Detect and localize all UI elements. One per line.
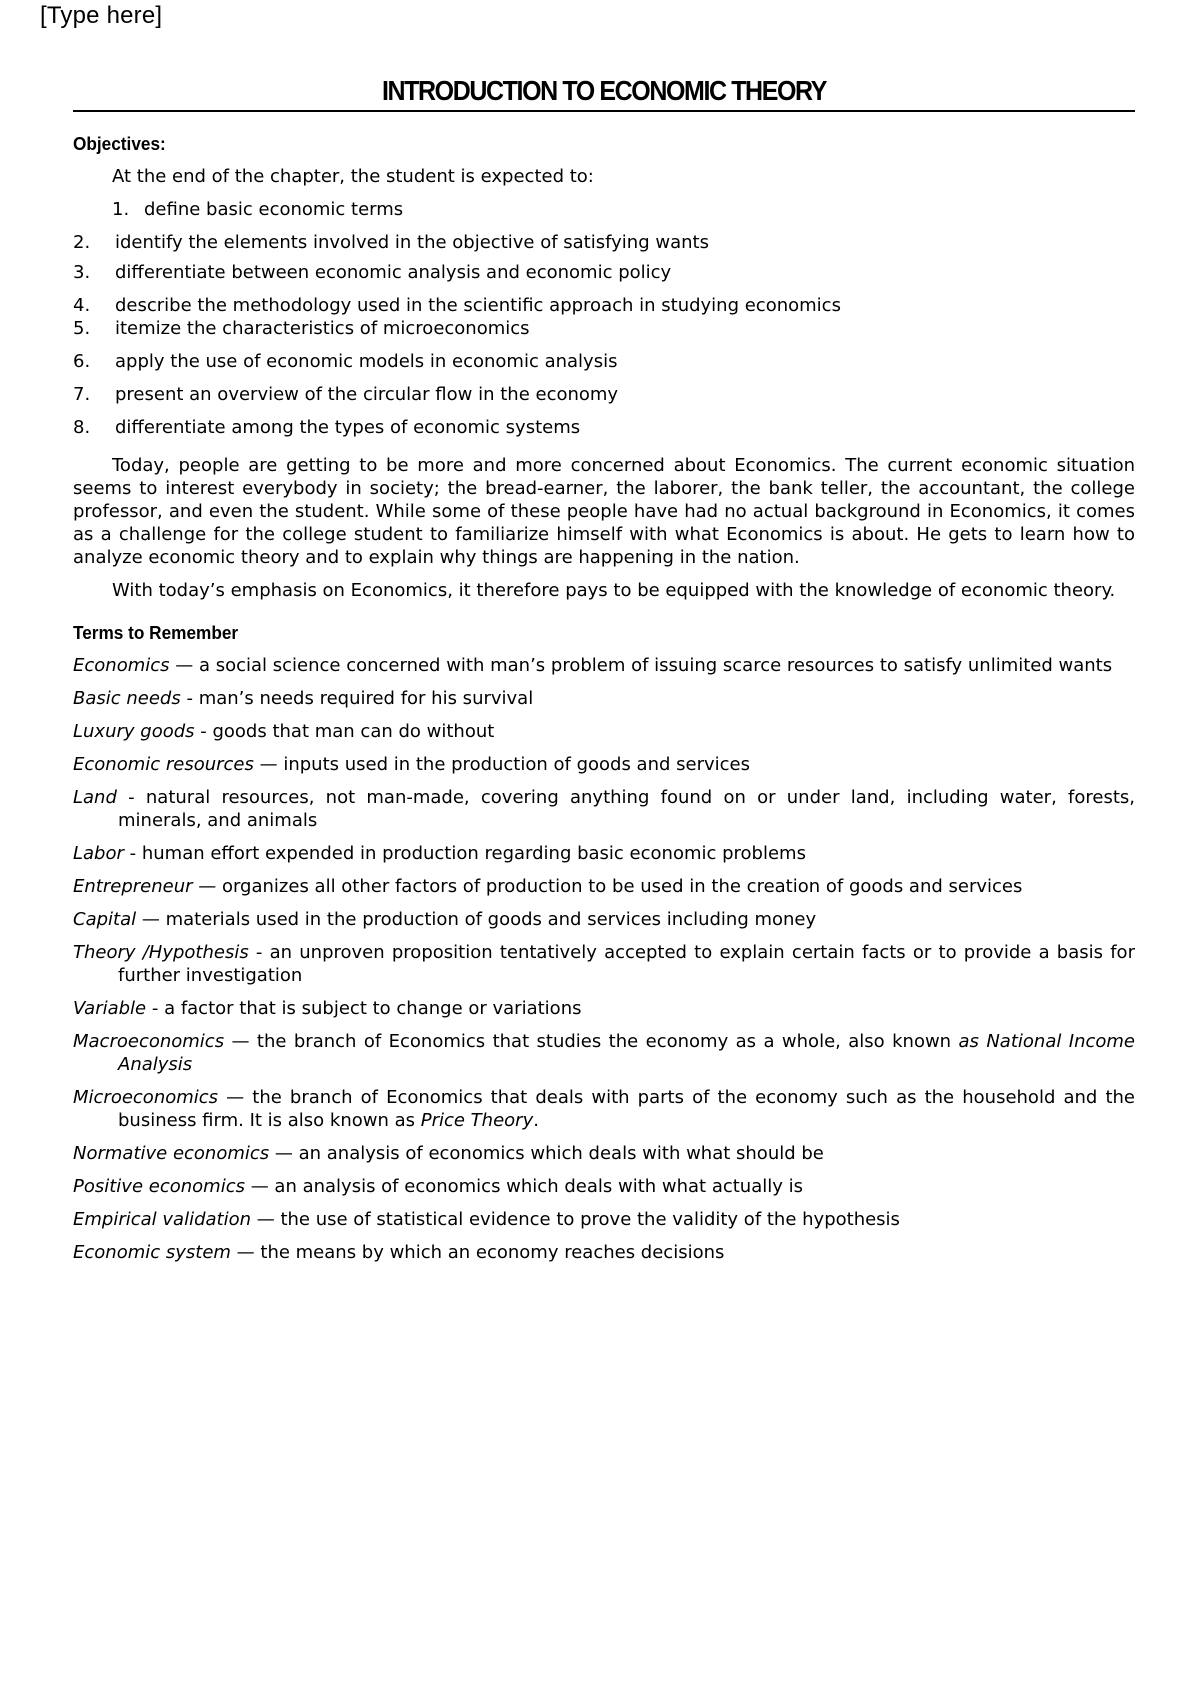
term-entry xyxy=(73,720,1135,743)
list-text: differentiate among the types of economic systems xyxy=(115,417,581,438)
term-entry xyxy=(73,1142,1135,1165)
list-text: define basic economic terms xyxy=(144,199,404,220)
list-number: 3. xyxy=(73,262,91,283)
term-definition: - man’s needs required for his survival xyxy=(180,688,534,709)
term-name: Land xyxy=(73,787,117,808)
term-name: Macroeconomics xyxy=(73,1031,225,1052)
term-name: Basic needs xyxy=(73,688,181,709)
term-italic-tail: as National Income Analysis xyxy=(118,1031,1135,1075)
term-definition: — organizes all other factors of production to be used in the creation of goods and services xyxy=(192,876,1023,897)
term-name: Empirical validation xyxy=(73,1209,252,1230)
term-entry xyxy=(73,842,1135,865)
list-item xyxy=(73,317,1135,340)
term-italic-tail: Price Theory xyxy=(420,1110,534,1131)
term-entry xyxy=(73,687,1135,710)
term-entry xyxy=(73,753,1135,776)
list-item xyxy=(73,261,1135,284)
term-name: Luxury goods xyxy=(73,721,195,742)
term-definition: — materials used in the production of goods and services including money xyxy=(136,909,817,930)
terms-heading: Terms to Remember xyxy=(73,622,239,643)
list-number: 5. xyxy=(73,318,91,339)
term-entry xyxy=(73,941,1135,987)
term-name: Labor xyxy=(73,843,124,864)
term-definition: — a social science concerned with man’s problem of issuing scarce resources to satisfy unlimited wants xyxy=(169,655,1113,676)
list-number: 8. xyxy=(73,417,91,438)
list-number: 4. xyxy=(73,295,91,316)
list-item xyxy=(73,383,1135,406)
list-item xyxy=(73,231,1135,254)
term-definition: - a factor that is subject to change or variations xyxy=(146,998,582,1019)
terms-list xyxy=(73,654,1135,1264)
term-entry xyxy=(73,875,1135,898)
term-definition: - human effort expended in production regarding basic economic problems xyxy=(123,843,806,864)
title-rule xyxy=(73,76,1135,112)
objectives-heading: Objectives: xyxy=(73,133,166,154)
term-name: Positive economics xyxy=(73,1176,245,1197)
list-number: 1. xyxy=(112,199,130,220)
term-entry xyxy=(73,1241,1135,1264)
list-text: describe the methodology used in the scientific approach in studying economics xyxy=(115,295,841,316)
document-body xyxy=(73,132,1135,1264)
term-name: Economic system xyxy=(73,1242,231,1263)
body-paragraph: With today’s emphasis on Economics, it therefore pays to be equipped with the knowledge of economic theory. xyxy=(112,580,1116,601)
term-definition: — the branch of Economics that studies the economy as a whole, also known xyxy=(224,1031,959,1052)
term-entry xyxy=(73,997,1135,1020)
list-number: 6. xyxy=(73,351,91,372)
objectives-list xyxy=(73,198,1135,439)
list-text: itemize the characteristics of microeconomics xyxy=(115,318,530,339)
term-name: Entrepreneur xyxy=(73,876,193,897)
term-definition: - an unproven proposition tentatively accepted to explain certain facts or to provide a basis for further investigation xyxy=(118,942,1135,986)
list-text: differentiate between economic analysis and economic policy xyxy=(115,262,672,283)
term-entry xyxy=(73,1030,1135,1076)
term-definition: — the branch of Economics that deals with parts of the economy such as the household and the business firm. It is also known as xyxy=(118,1087,1135,1131)
header-placeholder: [Type here] xyxy=(40,2,163,29)
list-text: present an overview of the circular flow in the economy xyxy=(115,384,619,405)
page-title: INTRODUCTION TO ECONOMIC THEORY xyxy=(381,75,827,107)
list-text: identify the elements involved in the objective of satisfying wants xyxy=(115,232,709,253)
body-paragraph: Today, people are getting to be more and more concerned about Economics. The current economic situation seems to interest everybody in society; the bread-earner, the laborer, the bank teller, the accountant, the college professor, and even the student. While some of these people have had no actual background in Economics, it comes as a challenge for the college student to familiarize himself with what Economics is about. He gets to learn how to analyze economic theory and to explain why things are happening in the nation. xyxy=(73,455,1135,568)
term-entry xyxy=(73,1175,1135,1198)
list-item xyxy=(73,294,1135,317)
term-entry xyxy=(73,654,1135,677)
term-definition: - goods that man can do without xyxy=(194,721,495,742)
term-entry xyxy=(73,786,1135,832)
term-name: Theory /Hypothesis xyxy=(73,942,249,963)
term-name: Normative economics xyxy=(73,1143,270,1164)
term-entry xyxy=(73,1086,1135,1132)
term-entry xyxy=(73,908,1135,931)
list-text: apply the use of economic models in economic analysis xyxy=(115,351,618,372)
term-definition: — inputs used in the production of goods and services xyxy=(253,754,750,775)
term-entry xyxy=(73,1208,1135,1231)
objectives-intro: At the end of the chapter, the student is expected to: xyxy=(112,166,594,187)
term-name: Economic resources xyxy=(73,754,254,775)
term-definition: — the means by which an economy reaches decisions xyxy=(230,1242,725,1263)
term-name: Variable xyxy=(73,998,147,1019)
list-number: 7. xyxy=(73,384,91,405)
list-number: 2. xyxy=(73,232,91,253)
term-tail-end: . xyxy=(533,1110,539,1131)
list-item xyxy=(73,416,1135,439)
term-name: Capital xyxy=(73,909,137,930)
term-definition: — an analysis of economics which deals with what actually is xyxy=(244,1176,803,1197)
list-item xyxy=(73,350,1135,373)
term-name: Microeconomics xyxy=(73,1087,219,1108)
term-name: Economics xyxy=(73,655,170,676)
term-definition: - natural resources, not man-made, covering anything found on or under land, including water, forests, minerals, and animals xyxy=(116,787,1135,831)
term-definition: — an analysis of economics which deals with what should be xyxy=(269,1143,824,1164)
list-item xyxy=(73,198,1135,221)
term-definition: — the use of statistical evidence to prove the validity of the hypothesis xyxy=(251,1209,900,1230)
